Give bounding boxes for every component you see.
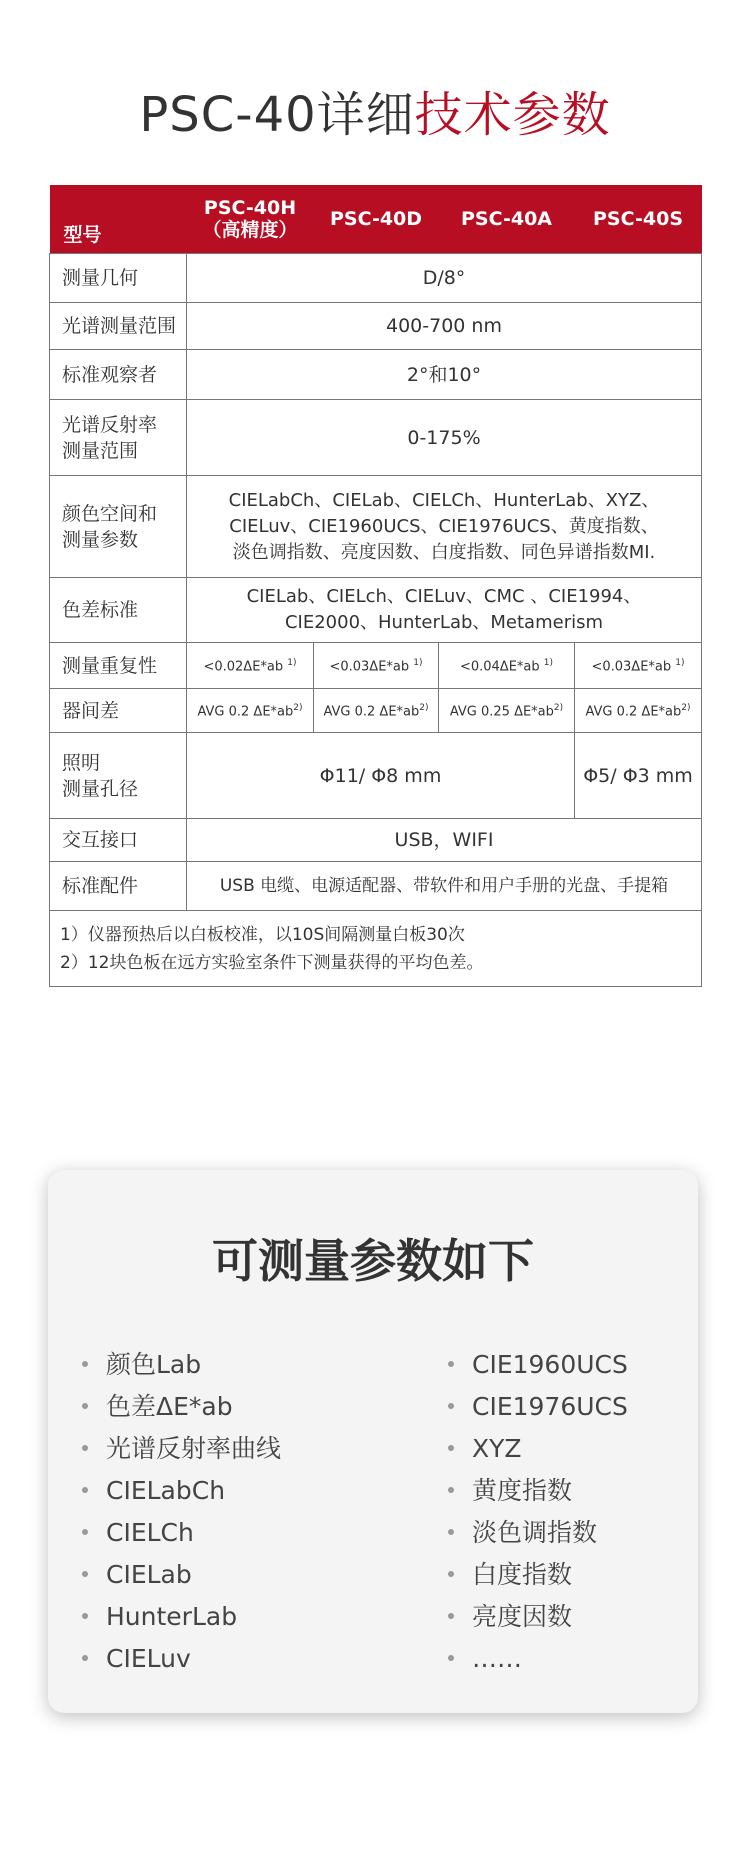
- row-label-observer: 标准观察者: [50, 350, 187, 400]
- row-value-accessories: USB 电缆、电源适配器、带软件和用户手册的光盘、手提箱: [187, 862, 702, 911]
- table-row: [50, 819, 702, 862]
- header-psc-40h: [187, 185, 314, 254]
- list-item: [76, 1638, 281, 1680]
- table-header-row: [50, 185, 702, 254]
- row-label-color-space: [50, 476, 187, 578]
- row-label-repeatability: 测量重复性: [50, 643, 187, 689]
- footnote-1-marker: 1): [543, 658, 554, 669]
- color-diff-line2: CIE2000、HunterLab、Metamerism: [284, 612, 604, 633]
- row-label-color-space-line2: 测量参数: [62, 528, 139, 551]
- list-item: [442, 1428, 628, 1470]
- list-item: [76, 1470, 281, 1512]
- list-item-label: CIELuv: [106, 1644, 191, 1673]
- row-label-geometry: 测量几何: [50, 254, 187, 303]
- page-title: [0, 82, 750, 148]
- parameters-card: [48, 1170, 698, 1713]
- list-item: [442, 1638, 628, 1680]
- row-label-reflectance: [50, 400, 187, 476]
- inter-instrument-psc-40a: [439, 689, 575, 733]
- bullet-icon: [82, 1655, 88, 1661]
- header-psc-40d: PSC-40D: [314, 185, 439, 254]
- row-label-spectral-range: 光谱测量范围: [50, 303, 187, 350]
- color-space-line1: CIELabCh、CIELab、CIELCh、HunterLab、XYZ、: [228, 489, 660, 511]
- header-psc-40a: PSC-40A: [439, 185, 575, 254]
- row-value-spectral-range: 400-700 nm: [187, 303, 702, 350]
- list-item-label: 亮度因数: [472, 1602, 573, 1631]
- footnote-2-marker: 2): [681, 703, 691, 714]
- row-label-color-diff: 色差标准: [50, 578, 187, 643]
- list-item-label: CIELCh: [106, 1518, 194, 1547]
- list-item-label: CIELabCh: [106, 1476, 226, 1505]
- list-item: [442, 1554, 628, 1596]
- parameters-list-left: [76, 1344, 281, 1680]
- repeatability-psc-40h: [187, 643, 314, 689]
- list-item-label: XYZ: [472, 1434, 522, 1463]
- row-label-reflectance-line1: 光谱反射率: [62, 413, 158, 436]
- card-title: 可测量参数如下: [212, 1234, 534, 1288]
- table-row: [50, 643, 702, 689]
- table-row: [50, 303, 702, 350]
- row-value-color-diff: [187, 578, 702, 643]
- bullet-icon: [82, 1403, 88, 1409]
- row-value-interface: USB，WIFI: [187, 819, 702, 862]
- repeatability-psc-40d-value: <0.03ΔE*ab: [329, 659, 410, 675]
- header-model: 型号: [50, 185, 187, 254]
- footnote-2-marker: 2): [553, 703, 564, 714]
- inter-instrument-psc-40d-value: AVG 0.2 ΔE*ab: [323, 704, 420, 720]
- bullet-icon: [82, 1529, 88, 1535]
- list-item: [442, 1470, 628, 1512]
- bullet-icon: [82, 1487, 88, 1493]
- table-row: [50, 476, 702, 578]
- row-label-aperture-line2: 测量孔径: [62, 777, 139, 800]
- title-main: PSC-40详细: [139, 87, 415, 143]
- row-value-aperture-s: Φ5/ Φ3 mm: [575, 733, 702, 819]
- list-item-label: 黄度指数: [472, 1476, 573, 1505]
- repeatability-psc-40s: [575, 643, 702, 689]
- list-item: [442, 1596, 628, 1638]
- list-item-label: CIE1976UCS: [472, 1392, 628, 1421]
- color-diff-line1: CIELab、CIELch、CIELuv、CMC 、CIE1994、: [246, 586, 642, 607]
- spec-table: [49, 185, 702, 987]
- row-label-interface: 交互接口: [50, 819, 187, 862]
- color-space-line2: CIELuv、CIE1960UCS、CIE1976UCS、黄度指数、: [229, 515, 659, 537]
- bullet-icon: [82, 1613, 88, 1619]
- bullet-icon: [448, 1403, 454, 1409]
- list-item: [76, 1554, 281, 1596]
- row-label-aperture: [50, 733, 187, 819]
- table-row: [50, 911, 702, 987]
- row-label-accessories: 标准配件: [50, 862, 187, 911]
- list-item: [76, 1512, 281, 1554]
- list-item-label: 光谱反射率曲线: [106, 1434, 282, 1463]
- row-value-reflectance: 0-175%: [187, 400, 702, 476]
- inter-instrument-psc-40s: [575, 689, 702, 733]
- repeatability-psc-40a-value: <0.04ΔE*ab: [459, 659, 540, 675]
- table-row: [50, 400, 702, 476]
- header-psc-40s: PSC-40S: [575, 185, 702, 254]
- list-item: [442, 1386, 628, 1428]
- list-item-label: CIE1960UCS: [472, 1350, 628, 1379]
- footnote-1-marker: 1): [675, 658, 685, 669]
- list-item-label: 色差ΔE*ab: [106, 1392, 233, 1421]
- row-value-aperture-hda: Φ11/ Φ8 mm: [187, 733, 575, 819]
- table-row: [50, 578, 702, 643]
- note-2: 2）12块色板在远方实验室条件下测量获得的平均色差。: [60, 952, 484, 973]
- list-item: [76, 1596, 281, 1638]
- note-1: 1）仪器预热后以白板校准，以10S间隔测量白板30次: [60, 924, 465, 945]
- list-item-label: 淡色调指数: [472, 1518, 598, 1547]
- header-psc-40h-line2: （高精度）: [202, 219, 298, 241]
- table-row: [50, 689, 702, 733]
- list-item: [442, 1512, 628, 1554]
- bullet-icon: [82, 1361, 88, 1367]
- title-accent: 技术参数: [414, 87, 611, 143]
- list-item: [442, 1344, 628, 1386]
- row-label-inter-instrument: 器间差: [50, 689, 187, 733]
- table-row: [50, 862, 702, 911]
- row-label-aperture-line1: 照明: [62, 751, 101, 774]
- table-row: [50, 254, 702, 303]
- bullet-icon: [448, 1571, 454, 1577]
- row-value-color-space: [187, 476, 702, 578]
- bullet-icon: [448, 1487, 454, 1493]
- row-value-observer: 2°和10°: [187, 350, 702, 400]
- repeatability-psc-40a: [439, 643, 575, 689]
- list-item: [76, 1386, 281, 1428]
- bullet-icon: [82, 1571, 88, 1577]
- list-item-label: 颜色Lab: [106, 1350, 202, 1379]
- repeatability-psc-40h-value: <0.02ΔE*ab: [203, 659, 284, 675]
- footnote-2-marker: 2): [419, 703, 429, 714]
- list-item: [76, 1428, 281, 1470]
- table-row: [50, 733, 702, 819]
- parameters-list-right: [442, 1344, 628, 1680]
- list-item: [76, 1344, 281, 1386]
- header-psc-40h-line1: PSC-40H: [203, 197, 297, 219]
- row-label-color-space-line1: 颜色空间和: [62, 502, 158, 525]
- bullet-icon: [448, 1361, 454, 1367]
- repeatability-psc-40d: [314, 643, 439, 689]
- bullet-icon: [82, 1445, 88, 1451]
- footnote-1-marker: 1): [413, 658, 423, 669]
- footnote-1-marker: 1): [287, 658, 297, 669]
- row-value-geometry: D/8°: [187, 254, 702, 303]
- bullet-icon: [448, 1613, 454, 1619]
- inter-instrument-psc-40s-value: AVG 0.2 ΔE*ab: [585, 704, 682, 720]
- list-item-label: ……: [472, 1644, 522, 1673]
- list-item-label: CIELab: [106, 1560, 192, 1589]
- inter-instrument-psc-40d: [314, 689, 439, 733]
- bullet-icon: [448, 1529, 454, 1535]
- repeatability-psc-40s-value: <0.03ΔE*ab: [591, 659, 672, 675]
- table-notes: [50, 911, 702, 987]
- bullet-icon: [448, 1445, 454, 1451]
- footnote-2-marker: 2): [293, 703, 303, 714]
- list-item-label: 白度指数: [472, 1560, 573, 1589]
- inter-instrument-psc-40h-value: AVG 0.2 ΔE*ab: [197, 704, 294, 720]
- row-label-reflectance-line2: 测量范围: [62, 439, 139, 462]
- bullet-icon: [448, 1655, 454, 1661]
- inter-instrument-psc-40a-value: AVG 0.25 ΔE*ab: [449, 704, 554, 720]
- list-item-label: HunterLab: [106, 1602, 238, 1631]
- table-row: [50, 350, 702, 400]
- inter-instrument-psc-40h: [187, 689, 314, 733]
- color-space-line3: 淡色调指数、亮度因数、白度指数、同色异谱指数MI.: [232, 541, 656, 563]
